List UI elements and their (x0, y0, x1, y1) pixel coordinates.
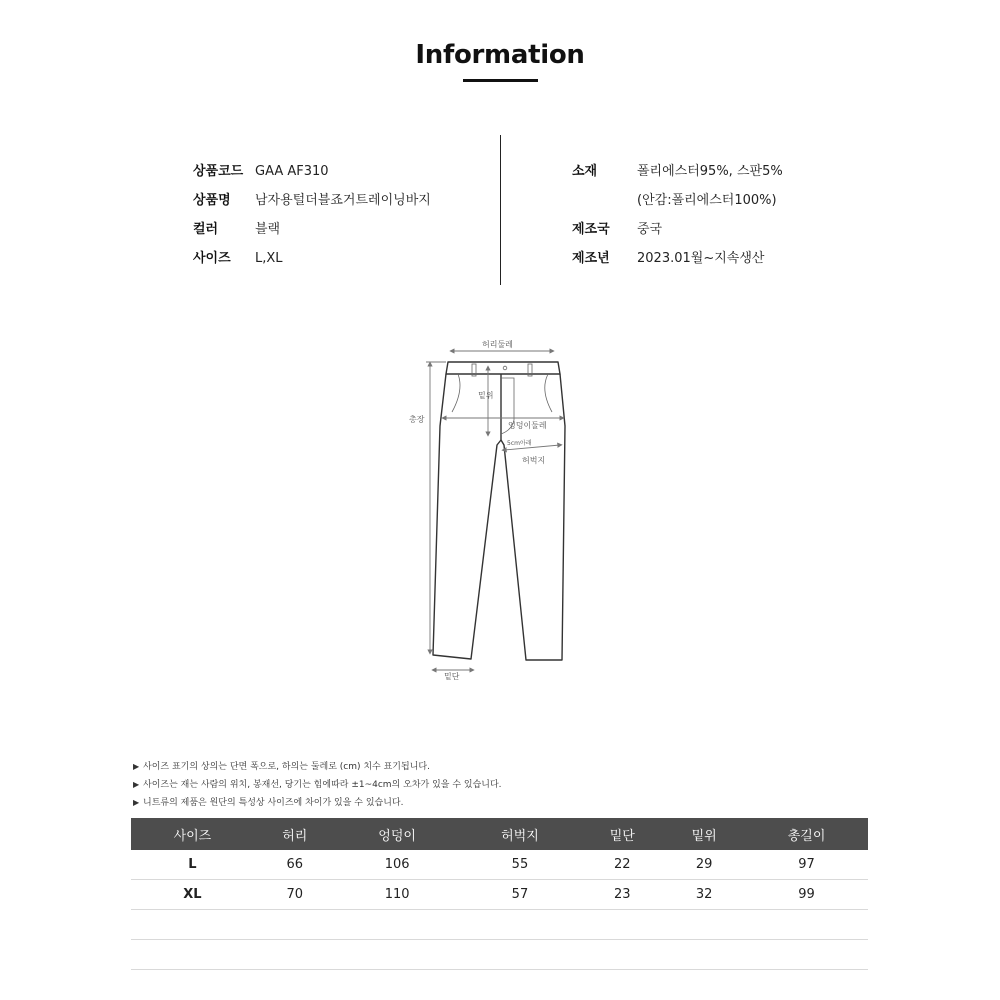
note-item: ▶ 니트류의 제품은 원단의 특성상 사이즈에 차이가 있을 수 있습니다. (133, 794, 502, 812)
size-notes (133, 758, 502, 812)
column-header: 허벅지 (459, 818, 582, 850)
table-cell: 29 (663, 850, 745, 880)
label-thigh-offset: 5cm아래 (507, 440, 532, 447)
label-thigh: 허벅지 (522, 456, 546, 465)
size-table (131, 818, 868, 970)
info-divider (500, 135, 501, 285)
page-title: Information (415, 40, 585, 70)
table-cell: 70 (254, 880, 336, 910)
label-total-length: 총장 (409, 415, 425, 424)
note-item: ▶ 사이즈 표기의 상의는 단면 폭으로, 하의는 둘레로 (cm) 치수 표기됩니다. (133, 758, 502, 776)
info-label: 소재 (572, 164, 598, 179)
column-header: 허리 (254, 818, 336, 850)
info-label: 상품명 (193, 193, 231, 208)
column-header: 엉덩이 (336, 818, 459, 850)
bullet-triangle-icon: ▶ (133, 798, 140, 807)
info-label: 컬러 (193, 222, 219, 237)
title-underline (463, 79, 538, 82)
info-label: 제조국 (572, 222, 610, 237)
table-cell: L (131, 850, 254, 880)
table-cell: 106 (336, 850, 459, 880)
table-cell: 57 (459, 880, 582, 910)
table-cell: XL (131, 880, 254, 910)
info-label: 제조년 (572, 251, 610, 266)
bullet-triangle-icon: ▶ (133, 762, 140, 771)
column-header: 밑단 (581, 818, 663, 850)
label-hip: 엉덩이둘레 (508, 421, 547, 430)
table-cell: 55 (459, 850, 582, 880)
table-cell: 66 (254, 850, 336, 880)
size-table-header-row (131, 818, 868, 850)
info-value: 중국 (637, 222, 663, 237)
info-value: GAA AF310 (255, 164, 329, 179)
column-header: 사이즈 (131, 818, 254, 850)
column-header: 총길이 (745, 818, 868, 850)
table-cell: 97 (745, 850, 868, 880)
table-cell: 22 (581, 850, 663, 880)
info-value: L,XL (255, 251, 283, 266)
info-value: 폴리에스터95%, 스판5% (637, 164, 783, 179)
pants-measurement-diagram (400, 330, 600, 690)
info-value: 남자용털더블죠거트레이닝바지 (255, 193, 431, 208)
label-rise: 밑위 (478, 391, 494, 400)
label-waist: 허리둘레 (482, 340, 513, 349)
column-header: 밑위 (663, 818, 745, 850)
info-value: 2023.01월~지속생산 (637, 251, 765, 266)
table-row-empty (131, 910, 868, 940)
table-cell: 99 (745, 880, 868, 910)
label-hem: 밑단 (444, 672, 460, 681)
bullet-triangle-icon: ▶ (133, 780, 140, 789)
table-cell: 32 (663, 880, 745, 910)
info-value: (안감:폴리에스터100%) (637, 193, 777, 208)
info-label: 상품코드 (193, 164, 244, 179)
note-item: ▶ 사이즈는 재는 사람의 위치, 봉재선, 당기는 힘에따라 ±1~4cm의 오차가 있을 수 있습니다. (133, 776, 502, 794)
pants-illustration (400, 330, 600, 690)
info-label: 사이즈 (193, 251, 231, 266)
table-row (131, 850, 868, 880)
table-cell: 110 (336, 880, 459, 910)
info-value: 블랙 (255, 222, 281, 237)
table-row-empty (131, 940, 868, 970)
table-cell: 23 (581, 880, 663, 910)
table-row (131, 880, 868, 910)
